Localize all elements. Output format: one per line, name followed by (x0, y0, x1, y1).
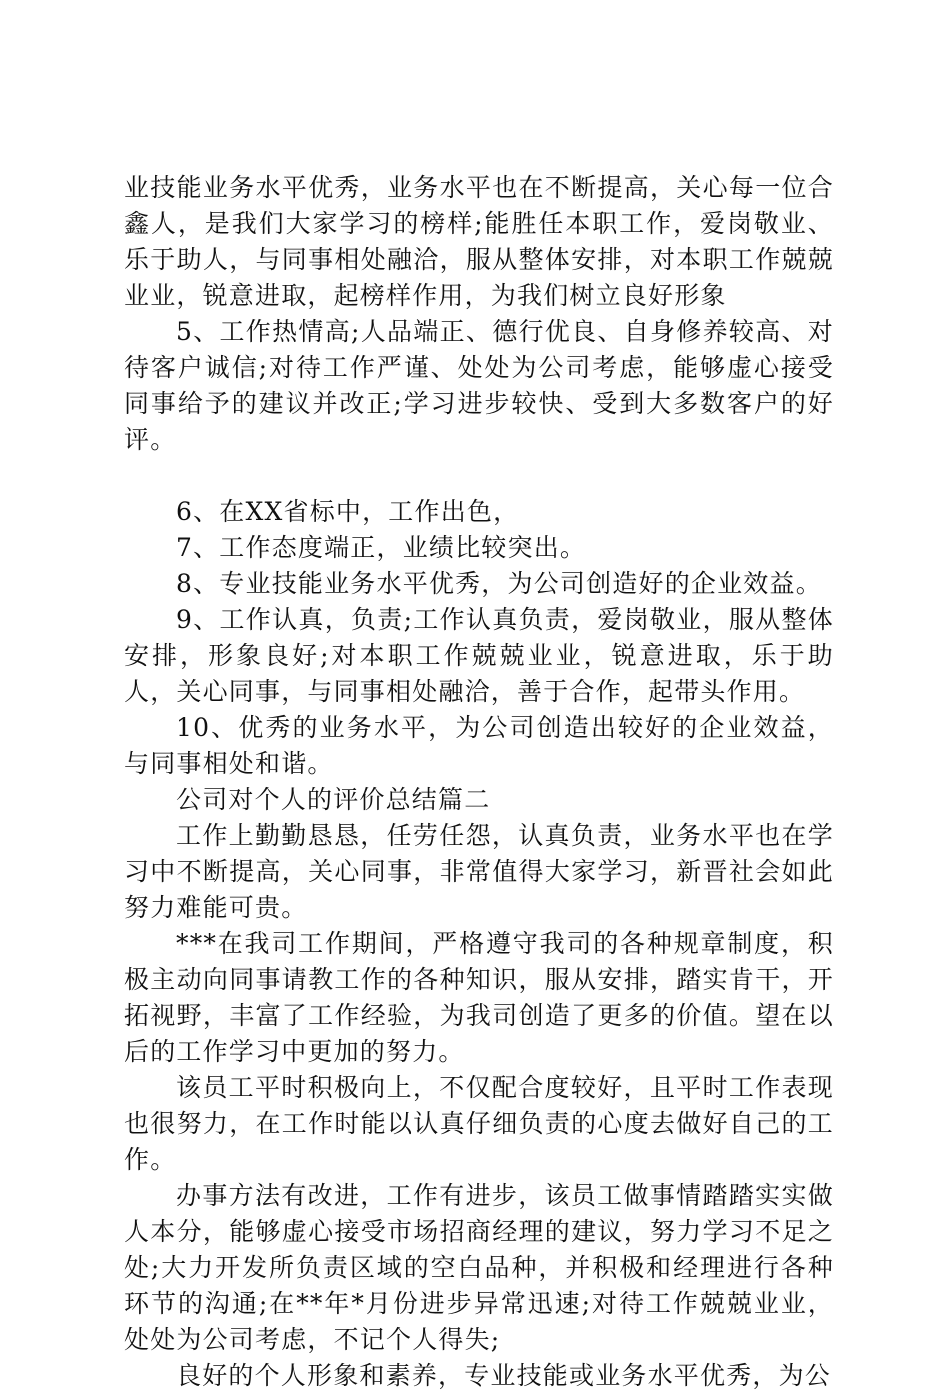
paragraph-evaluation-3: 该员工平时积极向上，不仅配合度较好，且平时工作表现也很努力，在工作时能以认真仔细负责的心度去做好自己的工作。 (124, 1073, 834, 1174)
paragraph-item-6: 6、在XX省标中，工作出色， (176, 497, 520, 526)
paragraph-item-5: 5、工作热情高;人品端正、德行优良、自身修养较高、对待客户诚信;对待工作严谨、处处为公司考虑，能够虚心接受同事给予的建议并改正;学习进步较快、受到大多数客户的好评。 (124, 317, 834, 454)
paragraph-evaluation-4: 办事方法有改进，工作有进步，该员工做事情踏踏实实做人本分，能够虚心接受市场招商经理的建议，努力学习不足之处;大力开发所负责区域的空白品种，并积极和经理进行各种环节的沟通;在**年*月份进步异常迅速;对待工作兢兢业业，处处为公司考虑，不记个人得失; (124, 1181, 834, 1354)
paragraph-item-9: 9、工作认真，负责;工作认真负责，爱岗敬业，服从整体安排，形象良好;对本职工作兢兢业业，锐意进取，乐于助人，关心同事，与同事相处融洽，善于合作，起带头作用。 (124, 605, 834, 706)
paragraph-evaluation-2: ***在我司工作期间，严格遵守我司的各种规章制度，积极主动向同事请教工作的各种知识，服从安排，踏实肯干，开拓视野，丰富了工作经验，为我司创造了更多的价值。望在以后的工作学习中更加的努力。 (124, 929, 834, 1066)
document-body (124, 170, 834, 1394)
paragraph-evaluation-5: 良好的个人形象和素养，专业技能或业务水平优秀，为公 (176, 1361, 832, 1390)
paragraph-continuation: 业技能业务水平优秀，业务水平也在不断提高，关心每一位合鑫人，是我们大家学习的榜样;能胜任本职工作，爱岗敬业、乐于助人，与同事相处融洽，服从整体安排，对本职工作兢兢业业，锐意进取，起榜样作用，为我们树立良好形象 (124, 173, 834, 310)
paragraph-evaluation-1: 工作上勤勤恳恳，任劳任怨，认真负责，业务水平也在学习中不断提高，关心同事，非常值得大家学习，新晋社会如此努力难能可贵。 (124, 821, 834, 922)
paragraph-item-7: 7、工作态度端正，业绩比较突出。 (176, 533, 587, 562)
paragraph-item-10: 10、优秀的业务水平，为公司创造出较好的企业效益，与同事相处和谐。 (124, 713, 834, 778)
section-heading: 公司对个人的评价总结篇二 (176, 785, 491, 814)
paragraph-item-8: 8、专业技能业务水平优秀，为公司创造好的企业效益。 (176, 569, 822, 598)
